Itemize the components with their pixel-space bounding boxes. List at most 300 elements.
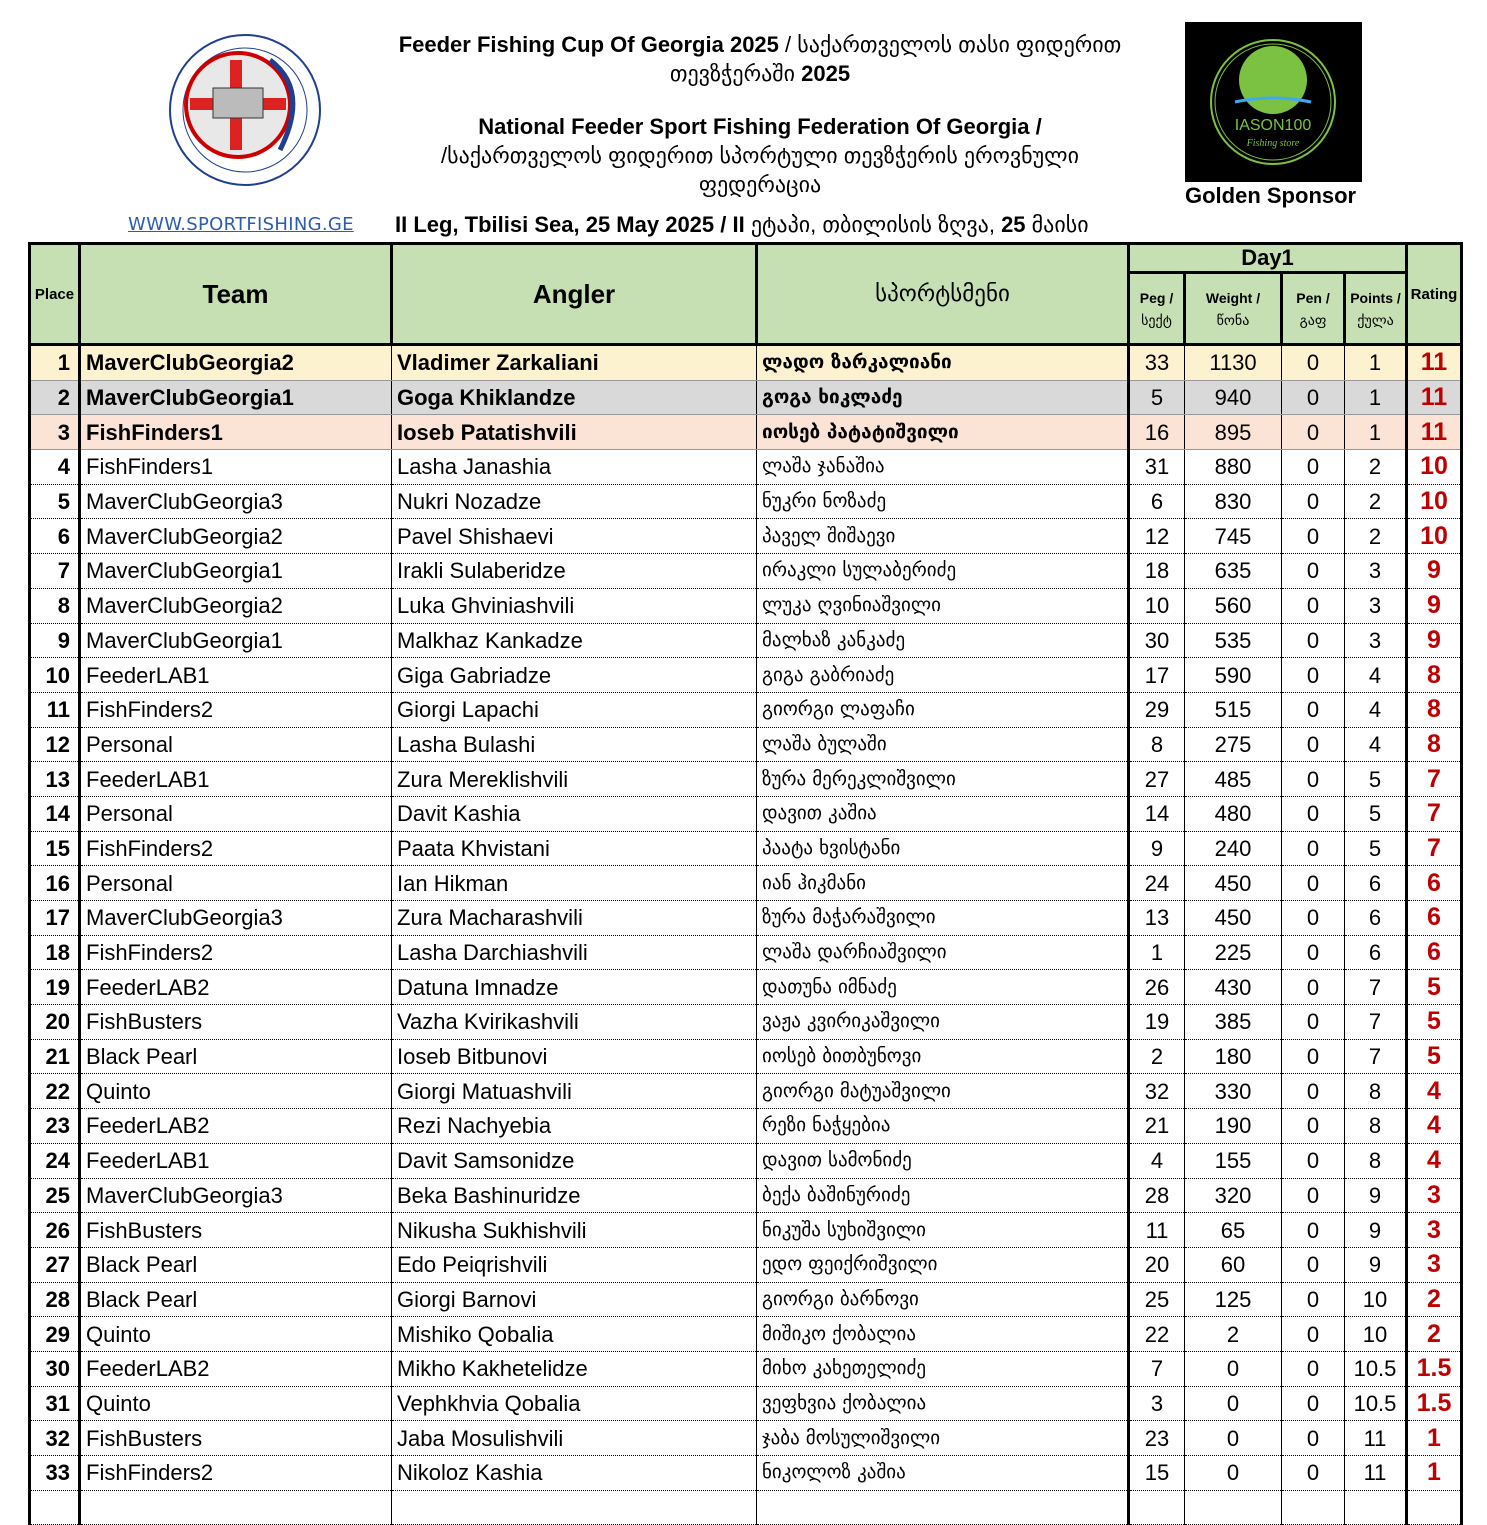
place-cell: 11 bbox=[30, 692, 80, 727]
pen-cell: 0 bbox=[1282, 380, 1345, 415]
angler-cell: Vladimer Zarkaliani bbox=[392, 345, 757, 381]
angler-cell: Datuna Imnadze bbox=[392, 970, 757, 1005]
team-cell: FishBusters bbox=[80, 1005, 392, 1040]
points-label-ka: ქულა bbox=[1357, 311, 1394, 328]
team-cell: FeederLAB1 bbox=[80, 658, 392, 693]
points-cell: 1 bbox=[1345, 415, 1407, 450]
rating-cell: 11 bbox=[1407, 345, 1462, 381]
team-cell: MaverClubGeorgia3 bbox=[80, 484, 392, 519]
pen-cell: 0 bbox=[1282, 588, 1345, 623]
peg-cell: 15 bbox=[1129, 1456, 1185, 1491]
weight-label-ka: წონა bbox=[1216, 311, 1250, 328]
angler-cell: Lasha Bulashi bbox=[392, 727, 757, 762]
angler-ka-cell: ლადო ზარკალიანი bbox=[757, 345, 1129, 381]
weight-cell: 485 bbox=[1185, 762, 1282, 797]
angler-ka-cell: ლაშა ბულაში bbox=[757, 727, 1129, 762]
place-cell bbox=[30, 1490, 80, 1525]
points-cell bbox=[1345, 1490, 1407, 1525]
pen-cell: 0 bbox=[1282, 658, 1345, 693]
table-row bbox=[30, 727, 1462, 762]
place-cell: 27 bbox=[30, 1247, 80, 1282]
place-cell: 5 bbox=[30, 484, 80, 519]
angler-ka-cell: ბექა ბაშინურიძე bbox=[757, 1178, 1129, 1213]
col-peg bbox=[1129, 273, 1185, 345]
points-cell: 9 bbox=[1345, 1247, 1407, 1282]
points-cell: 5 bbox=[1345, 762, 1407, 797]
weight-cell: 180 bbox=[1185, 1039, 1282, 1074]
website-link[interactable]: WWW.SPORTFISHING.GE bbox=[128, 214, 354, 235]
peg-cell: 12 bbox=[1129, 519, 1185, 554]
place-cell: 2 bbox=[30, 380, 80, 415]
table-row bbox=[30, 415, 1462, 450]
rating-cell: 1.5 bbox=[1407, 1386, 1462, 1421]
pen-cell: 0 bbox=[1282, 970, 1345, 1005]
peg-cell: 7 bbox=[1129, 1351, 1185, 1386]
leg-ka-3: 25 bbox=[1001, 212, 1026, 237]
rating-cell: 3 bbox=[1407, 1178, 1462, 1213]
place-cell: 30 bbox=[30, 1351, 80, 1386]
title-ka: საქართველოს თასი ფიდერით თევზჭერაში bbox=[669, 32, 1122, 86]
team-cell: FishFinders2 bbox=[80, 831, 392, 866]
weight-cell: 0 bbox=[1185, 1351, 1282, 1386]
points-cell: 1 bbox=[1345, 345, 1407, 381]
team-cell: FeederLAB2 bbox=[80, 1109, 392, 1144]
table-row bbox=[30, 623, 1462, 658]
table-row bbox=[30, 1213, 1462, 1248]
angler-ka-cell: ზურა მაჭარაშვილი bbox=[757, 901, 1129, 936]
points-cell: 7 bbox=[1345, 1005, 1407, 1040]
svg-text:IASON100: IASON100 bbox=[1234, 117, 1312, 134]
weight-cell: 745 bbox=[1185, 519, 1282, 554]
angler-ka-cell: დავით კაშია bbox=[757, 796, 1129, 831]
rating-cell: 3 bbox=[1407, 1213, 1462, 1248]
table-row bbox=[30, 1351, 1462, 1386]
leg-ka-2: ეტაპი, თბილისის ზღვა, bbox=[750, 212, 995, 237]
angler-ka-cell: დავით სამონიძე bbox=[757, 1143, 1129, 1178]
place-cell: 21 bbox=[30, 1039, 80, 1074]
pen-cell: 0 bbox=[1282, 1421, 1345, 1456]
rating-cell: 6 bbox=[1407, 935, 1462, 970]
table-row bbox=[30, 1039, 1462, 1074]
points-cell: 11 bbox=[1345, 1456, 1407, 1491]
peg-cell: 21 bbox=[1129, 1109, 1185, 1144]
table-row bbox=[30, 1005, 1462, 1040]
rating-cell: 10 bbox=[1407, 450, 1462, 485]
angler-cell: Vephkhvia Qobalia bbox=[392, 1386, 757, 1421]
weight-label: Weight / bbox=[1205, 289, 1261, 306]
peg-cell: 4 bbox=[1129, 1143, 1185, 1178]
angler-cell: Malkhaz Kankadze bbox=[392, 623, 757, 658]
table-row bbox=[30, 1282, 1462, 1317]
angler-cell: Beka Bashinuridze bbox=[392, 1178, 757, 1213]
weight-cell: 190 bbox=[1185, 1109, 1282, 1144]
table-row bbox=[30, 901, 1462, 936]
angler-ka-cell: ლაშა დარჩიაშვილი bbox=[757, 935, 1129, 970]
pen-cell: 0 bbox=[1282, 484, 1345, 519]
team-cell: MaverClubGeorgia1 bbox=[80, 554, 392, 589]
angler-ka-cell: მიხო კახეთელიძე bbox=[757, 1351, 1129, 1386]
angler-ka-cell: ედო ფეიქრიშვილი bbox=[757, 1247, 1129, 1282]
team-cell: Quinto bbox=[80, 1317, 392, 1352]
angler-ka-cell: იოსებ ბითბუნოვი bbox=[757, 1039, 1129, 1074]
weight-cell: 275 bbox=[1185, 727, 1282, 762]
points-cell: 8 bbox=[1345, 1143, 1407, 1178]
angler-cell: Irakli Sulaberidze bbox=[392, 554, 757, 589]
team-cell: Black Pearl bbox=[80, 1039, 392, 1074]
federation-logo bbox=[150, 30, 340, 195]
col-pen bbox=[1282, 273, 1345, 345]
peg-cell: 28 bbox=[1129, 1178, 1185, 1213]
points-cell: 10.5 bbox=[1345, 1386, 1407, 1421]
rating-cell: 2 bbox=[1407, 1282, 1462, 1317]
angler-cell: Lasha Darchiashvili bbox=[392, 935, 757, 970]
peg-cell: 31 bbox=[1129, 450, 1185, 485]
table-row bbox=[30, 1143, 1462, 1178]
place-cell: 19 bbox=[30, 970, 80, 1005]
place-cell: 7 bbox=[30, 554, 80, 589]
angler-ka-cell: პაველ შიშაევი bbox=[757, 519, 1129, 554]
points-cell: 3 bbox=[1345, 623, 1407, 658]
place-cell: 17 bbox=[30, 901, 80, 936]
points-cell: 2 bbox=[1345, 484, 1407, 519]
angler-ka-cell bbox=[757, 1490, 1129, 1525]
pen-cell: 0 bbox=[1282, 1109, 1345, 1144]
peg-cell: 30 bbox=[1129, 623, 1185, 658]
peg-cell: 22 bbox=[1129, 1317, 1185, 1352]
pen-label-ka: გაფ bbox=[1299, 311, 1327, 328]
rating-cell: 8 bbox=[1407, 658, 1462, 693]
points-cell: 11 bbox=[1345, 1421, 1407, 1456]
pen-cell: 0 bbox=[1282, 519, 1345, 554]
angler-ka-cell: იან ჰიკმანი bbox=[757, 866, 1129, 901]
points-cell: 6 bbox=[1345, 901, 1407, 936]
table-row bbox=[30, 1456, 1462, 1491]
weight-cell: 155 bbox=[1185, 1143, 1282, 1178]
rating-cell: 8 bbox=[1407, 692, 1462, 727]
place-cell: 4 bbox=[30, 450, 80, 485]
angler-cell: Paata Khvistani bbox=[392, 831, 757, 866]
team-cell: FishFinders2 bbox=[80, 692, 392, 727]
rating-cell: 7 bbox=[1407, 831, 1462, 866]
place-cell: 3 bbox=[30, 415, 80, 450]
pen-cell: 0 bbox=[1282, 1074, 1345, 1109]
place-cell: 23 bbox=[30, 1109, 80, 1144]
angler-cell: Giorgi Barnovi bbox=[392, 1282, 757, 1317]
place-cell: 29 bbox=[30, 1317, 80, 1352]
weight-cell: 940 bbox=[1185, 380, 1282, 415]
angler-cell: Mikho Kakhetelidze bbox=[392, 1351, 757, 1386]
peg-cell: 27 bbox=[1129, 762, 1185, 797]
leg-ka-1: II bbox=[732, 212, 745, 237]
angler-ka-cell: გიორგი ბარნოვი bbox=[757, 1282, 1129, 1317]
weight-cell: 895 bbox=[1185, 415, 1282, 450]
table-row bbox=[30, 345, 1462, 381]
angler-cell: Davit Samsonidze bbox=[392, 1143, 757, 1178]
weight-cell: 590 bbox=[1185, 658, 1282, 693]
pen-cell bbox=[1282, 1490, 1345, 1525]
table-row bbox=[30, 1386, 1462, 1421]
leg-ka-4: მაისი bbox=[1031, 212, 1089, 237]
team-cell: MaverClubGeorgia2 bbox=[80, 519, 392, 554]
table-row bbox=[30, 450, 1462, 485]
weight-cell: 830 bbox=[1185, 484, 1282, 519]
angler-cell: Giorgi Matuashvili bbox=[392, 1074, 757, 1109]
pen-cell: 0 bbox=[1282, 1351, 1345, 1386]
weight-cell: 225 bbox=[1185, 935, 1282, 970]
angler-ka-cell: ლუკა ღვინიაშვილი bbox=[757, 588, 1129, 623]
place-cell: 16 bbox=[30, 866, 80, 901]
table-row bbox=[30, 1109, 1462, 1144]
points-cell: 8 bbox=[1345, 1074, 1407, 1109]
points-cell: 4 bbox=[1345, 658, 1407, 693]
place-cell: 8 bbox=[30, 588, 80, 623]
angler-ka-cell: გოგა ხიკლაძე bbox=[757, 380, 1129, 415]
points-cell: 4 bbox=[1345, 692, 1407, 727]
angler-cell: Jaba Mosulishvili bbox=[392, 1421, 757, 1456]
angler-cell: Zura Mereklishvili bbox=[392, 762, 757, 797]
team-cell: FeederLAB2 bbox=[80, 970, 392, 1005]
rating-cell: 3 bbox=[1407, 1247, 1462, 1282]
team-cell: Personal bbox=[80, 727, 392, 762]
weight-cell: 0 bbox=[1185, 1456, 1282, 1491]
points-cell: 5 bbox=[1345, 831, 1407, 866]
pen-cell: 0 bbox=[1282, 831, 1345, 866]
leg-info bbox=[395, 212, 1089, 238]
team-cell: MaverClubGeorgia3 bbox=[80, 901, 392, 936]
col-points bbox=[1345, 273, 1407, 345]
points-cell: 9 bbox=[1345, 1178, 1407, 1213]
pen-cell: 0 bbox=[1282, 866, 1345, 901]
points-cell: 2 bbox=[1345, 519, 1407, 554]
weight-cell: 450 bbox=[1185, 901, 1282, 936]
place-cell: 31 bbox=[30, 1386, 80, 1421]
rating-cell: 9 bbox=[1407, 554, 1462, 589]
angler-cell: Giorgi Lapachi bbox=[392, 692, 757, 727]
angler-ka-cell: ჯაბა მოსულიშვილი bbox=[757, 1421, 1129, 1456]
place-cell: 22 bbox=[30, 1074, 80, 1109]
rating-cell: 11 bbox=[1407, 415, 1462, 450]
angler-ka-cell: მიშიკო ქობალია bbox=[757, 1317, 1129, 1352]
team-cell: FishFinders2 bbox=[80, 1456, 392, 1491]
rating-cell: 5 bbox=[1407, 1005, 1462, 1040]
place-cell: 32 bbox=[30, 1421, 80, 1456]
rating-cell: 10 bbox=[1407, 484, 1462, 519]
team-cell: FishBusters bbox=[80, 1421, 392, 1456]
team-cell: FeederLAB2 bbox=[80, 1351, 392, 1386]
pen-cell: 0 bbox=[1282, 1317, 1345, 1352]
angler-cell bbox=[392, 1490, 757, 1525]
peg-cell: 26 bbox=[1129, 970, 1185, 1005]
peg-label-ka: სექტ bbox=[1141, 311, 1172, 328]
place-cell: 24 bbox=[30, 1143, 80, 1178]
angler-ka-cell: რეზი ნაჭყებია bbox=[757, 1109, 1129, 1144]
col-rating: Rating bbox=[1407, 244, 1462, 345]
angler-ka-cell: გიგა გაბრიაძე bbox=[757, 658, 1129, 693]
table-row bbox=[30, 692, 1462, 727]
rating-cell: 10 bbox=[1407, 519, 1462, 554]
place-cell: 25 bbox=[30, 1178, 80, 1213]
pen-cell: 0 bbox=[1282, 935, 1345, 970]
pen-cell: 0 bbox=[1282, 1247, 1345, 1282]
team-cell: Quinto bbox=[80, 1386, 392, 1421]
peg-cell: 3 bbox=[1129, 1386, 1185, 1421]
pen-cell: 0 bbox=[1282, 762, 1345, 797]
peg-cell: 8 bbox=[1129, 727, 1185, 762]
peg-cell: 32 bbox=[1129, 1074, 1185, 1109]
angler-ka-cell: ნიკუშა სუხიშვილი bbox=[757, 1213, 1129, 1248]
svg-text:Fishing store: Fishing store bbox=[1246, 138, 1300, 149]
peg-cell: 17 bbox=[1129, 658, 1185, 693]
pen-cell: 0 bbox=[1282, 901, 1345, 936]
table-row bbox=[30, 796, 1462, 831]
points-cell: 6 bbox=[1345, 935, 1407, 970]
weight-cell: 2 bbox=[1185, 1317, 1282, 1352]
table-row bbox=[30, 588, 1462, 623]
pen-cell: 0 bbox=[1282, 1213, 1345, 1248]
place-cell: 20 bbox=[30, 1005, 80, 1040]
team-cell: MaverClubGeorgia1 bbox=[80, 623, 392, 658]
weight-cell: 330 bbox=[1185, 1074, 1282, 1109]
weight-cell: 480 bbox=[1185, 796, 1282, 831]
col-day1: Day1 bbox=[1129, 244, 1407, 273]
peg-label: Peg / bbox=[1139, 289, 1174, 306]
pen-cell: 0 bbox=[1282, 796, 1345, 831]
team-cell bbox=[80, 1490, 392, 1525]
weight-cell: 450 bbox=[1185, 866, 1282, 901]
rating-cell: 5 bbox=[1407, 1039, 1462, 1074]
angler-cell: Ioseb Patatishvili bbox=[392, 415, 757, 450]
team-cell: FishFinders1 bbox=[80, 415, 392, 450]
angler-cell: Nukri Nozadze bbox=[392, 484, 757, 519]
place-cell: 10 bbox=[30, 658, 80, 693]
team-cell: FishBusters bbox=[80, 1213, 392, 1248]
weight-cell: 65 bbox=[1185, 1213, 1282, 1248]
weight-cell: 0 bbox=[1185, 1421, 1282, 1456]
points-cell: 6 bbox=[1345, 866, 1407, 901]
angler-cell: Lasha Janashia bbox=[392, 450, 757, 485]
rating-cell: 2 bbox=[1407, 1317, 1462, 1352]
pen-cell: 0 bbox=[1282, 623, 1345, 658]
place-cell: 26 bbox=[30, 1213, 80, 1248]
table-row bbox=[30, 935, 1462, 970]
points-cell: 9 bbox=[1345, 1213, 1407, 1248]
angler-ka-cell: ირაკლი სულაბერიძე bbox=[757, 554, 1129, 589]
peg-cell: 18 bbox=[1129, 554, 1185, 589]
rating-cell: 11 bbox=[1407, 380, 1462, 415]
col-place: Place bbox=[30, 244, 80, 345]
points-label: Points / bbox=[1350, 289, 1401, 306]
angler-ka-cell: ვეფხვია ქობალია bbox=[757, 1386, 1129, 1421]
place-cell: 33 bbox=[30, 1456, 80, 1491]
pen-cell: 0 bbox=[1282, 450, 1345, 485]
points-cell: 10.5 bbox=[1345, 1351, 1407, 1386]
pen-cell: 0 bbox=[1282, 1456, 1345, 1491]
angler-cell: Ioseb Bitbunovi bbox=[392, 1039, 757, 1074]
rating-cell: 1 bbox=[1407, 1421, 1462, 1456]
table-row bbox=[30, 762, 1462, 797]
angler-ka-cell: ნიკოლოზ კაშია bbox=[757, 1456, 1129, 1491]
title-year: 2025 bbox=[801, 61, 851, 86]
pen-cell: 0 bbox=[1282, 692, 1345, 727]
angler-cell: Rezi Nachyebia bbox=[392, 1109, 757, 1144]
angler-cell: Zura Macharashvili bbox=[392, 901, 757, 936]
angler-ka-cell: პაატა ხვისტანი bbox=[757, 831, 1129, 866]
pen-cell: 0 bbox=[1282, 345, 1345, 381]
table-row bbox=[30, 380, 1462, 415]
team-cell: FeederLAB1 bbox=[80, 762, 392, 797]
team-cell: Black Pearl bbox=[80, 1282, 392, 1317]
peg-cell: 24 bbox=[1129, 866, 1185, 901]
pen-cell: 0 bbox=[1282, 1282, 1345, 1317]
leg-en: II Leg, Tbilisi Sea, 25 May 2025 / bbox=[395, 212, 727, 237]
pen-cell: 0 bbox=[1282, 1386, 1345, 1421]
team-cell: FishFinders2 bbox=[80, 935, 392, 970]
peg-cell: 33 bbox=[1129, 345, 1185, 381]
place-cell: 28 bbox=[30, 1282, 80, 1317]
place-cell: 12 bbox=[30, 727, 80, 762]
federation-ka: /საქართველოს ფიდერით სპორტული თევზჭერის ეროვნული ფედერაცია bbox=[441, 143, 1079, 197]
weight-cell: 560 bbox=[1185, 588, 1282, 623]
team-cell: MaverClubGeorgia1 bbox=[80, 380, 392, 415]
place-cell: 18 bbox=[30, 935, 80, 970]
peg-cell: 6 bbox=[1129, 484, 1185, 519]
place-cell: 6 bbox=[30, 519, 80, 554]
peg-cell: 1 bbox=[1129, 935, 1185, 970]
points-cell: 1 bbox=[1345, 380, 1407, 415]
team-cell: MaverClubGeorgia3 bbox=[80, 1178, 392, 1213]
team-cell: MaverClubGeorgia2 bbox=[80, 345, 392, 381]
rating-cell: 7 bbox=[1407, 762, 1462, 797]
points-cell: 7 bbox=[1345, 970, 1407, 1005]
weight-cell: 320 bbox=[1185, 1178, 1282, 1213]
col-angler: Angler bbox=[392, 244, 757, 345]
peg-cell: 19 bbox=[1129, 1005, 1185, 1040]
table-row bbox=[30, 866, 1462, 901]
col-team: Team bbox=[80, 244, 392, 345]
points-cell: 7 bbox=[1345, 1039, 1407, 1074]
points-cell: 2 bbox=[1345, 450, 1407, 485]
angler-cell: Mishiko Qobalia bbox=[392, 1317, 757, 1352]
rating-cell: 1.5 bbox=[1407, 1351, 1462, 1386]
points-cell: 5 bbox=[1345, 796, 1407, 831]
pen-cell: 0 bbox=[1282, 554, 1345, 589]
weight-cell: 515 bbox=[1185, 692, 1282, 727]
angler-ka-cell: ნუკრი ნოზაძე bbox=[757, 484, 1129, 519]
angler-cell: Nikoloz Kashia bbox=[392, 1456, 757, 1491]
peg-cell: 11 bbox=[1129, 1213, 1185, 1248]
peg-cell: 16 bbox=[1129, 415, 1185, 450]
rating-cell bbox=[1407, 1490, 1462, 1525]
angler-cell: Goga Khiklandze bbox=[392, 380, 757, 415]
angler-cell: Pavel Shishaevi bbox=[392, 519, 757, 554]
team-cell: MaverClubGeorgia2 bbox=[80, 588, 392, 623]
pen-cell: 0 bbox=[1282, 1039, 1345, 1074]
rating-cell: 8 bbox=[1407, 727, 1462, 762]
peg-cell bbox=[1129, 1490, 1185, 1525]
rating-cell: 1 bbox=[1407, 1456, 1462, 1491]
rating-cell: 7 bbox=[1407, 796, 1462, 831]
weight-cell: 0 bbox=[1185, 1386, 1282, 1421]
weight-cell: 1130 bbox=[1185, 345, 1282, 381]
table-row bbox=[30, 970, 1462, 1005]
weight-cell: 60 bbox=[1185, 1247, 1282, 1282]
points-cell: 10 bbox=[1345, 1317, 1407, 1352]
weight-cell: 535 bbox=[1185, 623, 1282, 658]
angler-ka-cell: ვაჟა კვირიკაშვილი bbox=[757, 1005, 1129, 1040]
rating-cell: 4 bbox=[1407, 1074, 1462, 1109]
angler-ka-cell: მალხაზ კანკაძე bbox=[757, 623, 1129, 658]
team-cell: Personal bbox=[80, 866, 392, 901]
